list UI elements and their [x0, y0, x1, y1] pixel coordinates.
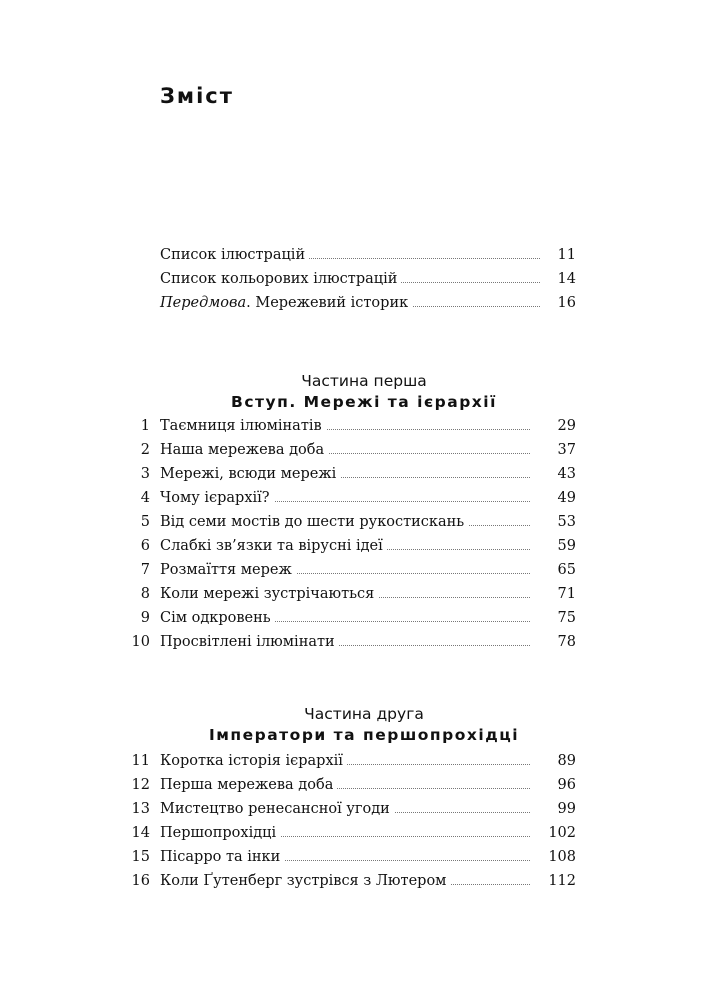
page-number: 37	[530, 439, 576, 461]
chapter-number: 10	[131, 634, 150, 650]
page-number: 53	[530, 511, 576, 533]
toc-chapter-row[interactable]	[0, 439, 728, 461]
toc-chapter-row[interactable]	[0, 487, 728, 509]
chapter-number: 12	[131, 777, 150, 793]
toc-chapter-row[interactable]	[0, 870, 728, 892]
chapter-number: 4	[140, 490, 150, 506]
toc-chapter-row[interactable]	[0, 607, 728, 629]
toc-chapter-row[interactable]	[0, 631, 728, 653]
part-heading: Імператори та першопрохідці	[208, 726, 520, 744]
entry-title-italic: Передмова	[160, 295, 247, 311]
page-number: 99	[530, 798, 576, 820]
chapter-title: Просвітлені ілюмінати	[160, 631, 339, 653]
chapter-title: Мистецтво ренесансної угоди	[160, 798, 394, 820]
chapter-title: Від семи мостів до шести рукостискань	[160, 511, 468, 533]
page-number: 43	[530, 463, 576, 485]
chapter-title: Пісарро та інки	[160, 846, 284, 868]
page-number: 65	[530, 559, 576, 581]
page-number: 108	[530, 846, 576, 868]
toc-chapter-row[interactable]	[0, 750, 728, 772]
chapter-title: Коли мережі зустрічаються	[160, 583, 378, 605]
page-number: 89	[530, 750, 576, 772]
chapter-title: Чому ієрархії?	[160, 487, 274, 509]
page-number: 75	[530, 607, 576, 629]
page-number: 112	[530, 870, 576, 892]
page-number: 102	[530, 822, 576, 844]
toc-chapter-row[interactable]	[0, 559, 728, 581]
toc-entry-color-illustrations[interactable]	[0, 268, 728, 290]
chapter-title: Коротка історія ієрархії	[160, 750, 347, 772]
chapter-title: Мережі, всюди мережі	[160, 463, 340, 485]
chapter-number: 2	[140, 442, 150, 458]
entry-title: Список ілюстрацій	[160, 244, 309, 266]
page-number: 96	[530, 774, 576, 796]
page-number: 71	[530, 583, 576, 605]
chapter-number: 13	[131, 801, 150, 817]
chapter-title: Коли Ґутенберг зустрівся з Лютером	[160, 870, 450, 892]
toc-chapter-row[interactable]	[0, 511, 728, 533]
chapter-number: 8	[140, 586, 150, 602]
chapter-number: 16	[131, 873, 150, 889]
chapter-title: Сім одкровень	[160, 607, 275, 629]
toc-chapter-row[interactable]	[0, 822, 728, 844]
toc-entry-illustrations[interactable]	[0, 244, 728, 266]
entry-title	[160, 292, 412, 314]
page-number: 59	[530, 535, 576, 557]
entry-title: Список кольорових ілюстрацій	[160, 268, 401, 290]
part-label: Частина перша	[301, 372, 427, 390]
chapter-title: Слабкі зв’язки та вірусні ідеї	[160, 535, 387, 557]
page-number: 49	[530, 487, 576, 509]
toc-chapter-row[interactable]	[0, 583, 728, 605]
part-label: Частина друга	[304, 705, 424, 723]
page-number: 78	[530, 631, 576, 653]
page-title: Зміст	[160, 84, 234, 108]
entry-title-rest: . Мережевий історик	[246, 295, 409, 311]
chapter-number: 14	[131, 825, 150, 841]
chapter-number: 1	[140, 418, 150, 434]
part-heading: Вступ. Мережі та ієрархії	[231, 393, 497, 411]
toc-entry-preface[interactable]	[0, 292, 728, 314]
page-number: 11	[540, 244, 576, 266]
toc-chapter-row[interactable]	[0, 774, 728, 796]
chapter-title: Таємниця ілюмінатів	[160, 415, 326, 437]
chapter-number: 7	[140, 562, 150, 578]
page-number: 16	[540, 292, 576, 314]
chapter-title: Першопрохідці	[160, 822, 280, 844]
chapter-number: 11	[131, 753, 150, 769]
page-number: 29	[530, 415, 576, 437]
chapter-number: 9	[140, 610, 150, 626]
chapter-number: 3	[140, 466, 150, 482]
chapter-title: Наша мережева доба	[160, 439, 328, 461]
toc-chapter-row[interactable]	[0, 798, 728, 820]
toc-chapter-row[interactable]	[0, 463, 728, 485]
toc-chapter-row[interactable]	[0, 535, 728, 557]
chapter-number: 15	[131, 849, 150, 865]
toc-chapter-row[interactable]	[0, 415, 728, 437]
toc-chapter-row[interactable]	[0, 846, 728, 868]
chapter-title: Перша мережева доба	[160, 774, 337, 796]
page-number: 14	[540, 268, 576, 290]
chapter-title: Розмаїття мереж	[160, 559, 296, 581]
chapter-number: 6	[140, 538, 150, 554]
chapter-number: 5	[140, 514, 150, 530]
